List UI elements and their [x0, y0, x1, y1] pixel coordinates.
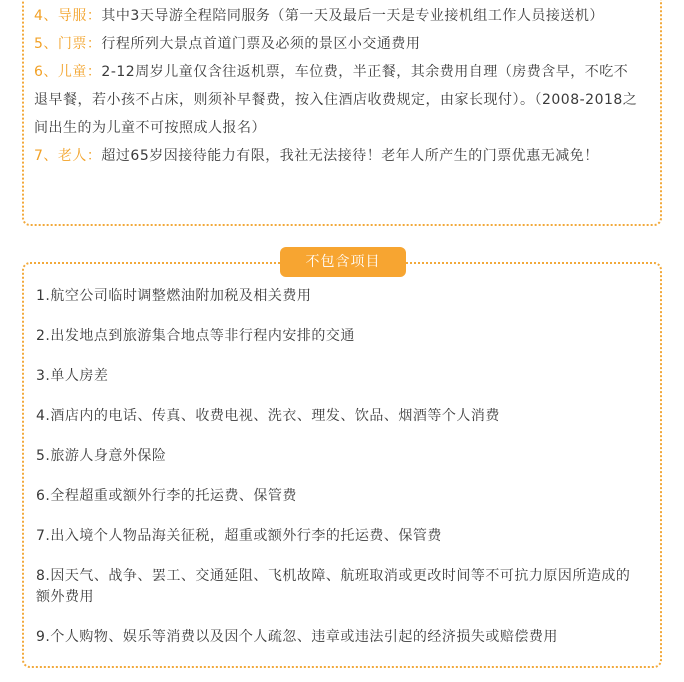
included-item-guide — [34, 2, 640, 30]
list-item: 6.全程超重或额外行李的托运费、保管费 — [36, 488, 297, 504]
item-text: 超过65岁因接待能力有限，我社无法接待！老年人所产生的门票优惠无减免！ — [101, 148, 599, 164]
item-label: 7、老人： — [34, 148, 102, 164]
included-item-seniors — [34, 142, 640, 170]
included-item-children — [34, 58, 640, 142]
item-text: 其中3天导游全程陪同服务（第一天及最后一天是专业接机组工作人员接送机） — [101, 8, 604, 24]
included-item-tickets — [34, 30, 640, 58]
list-item: 8.因天气、战争、罢工、交通延阻、飞机故障、航班取消或更改时间等不可抗力原因所造成的额外费用 — [36, 568, 631, 605]
list-item: 5.旅游人身意外保险 — [36, 448, 167, 464]
item-label: 6、儿童： — [34, 64, 102, 80]
item-label: 4、导服： — [34, 8, 102, 24]
list-item: 2.出发地点到旅游集合地点等非行程内安排的交通 — [36, 328, 355, 344]
list-item: 9.个人购物、娱乐等消费以及因个人疏忽、违章或违法引起的经济损失或赔偿费用 — [36, 629, 558, 645]
excluded-items-list — [36, 286, 642, 667]
included-items-list — [34, 2, 640, 170]
item-text: 2-12周岁儿童仅含往返机票，车位费，半正餐，其余费用自理（房费含早，不吃不退早餐，若小孩不占床，则须补早餐费，按入住酒店收费规定，由家长现付）。（2008-2018之间出生的为儿童不可按照成人报名） — [34, 64, 638, 136]
list-item: 1.航空公司临时调整燃油附加税及相关费用 — [36, 288, 312, 304]
list-item: 7.出入境个人物品海关征税，超重或额外行李的托运费、保管费 — [36, 528, 442, 544]
item-text: 行程所列大景点首道门票及必须的景区小交通费用 — [101, 36, 421, 52]
excluded-items-title: 不包含项目 — [280, 247, 406, 277]
list-item: 4.酒店内的电话、传真、收费电视、洗衣、理发、饮品、烟酒等个人消费 — [36, 408, 500, 424]
list-item: 3.单人房差 — [36, 368, 109, 384]
item-label: 5、门票： — [34, 36, 102, 52]
